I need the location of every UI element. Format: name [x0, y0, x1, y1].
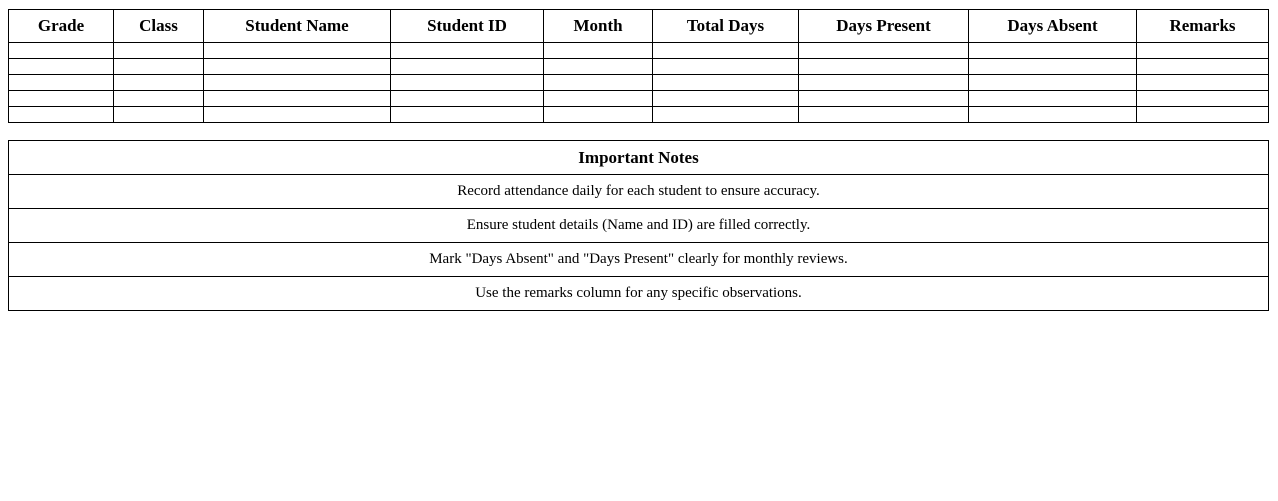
- attendance-table: [8, 9, 1269, 123]
- attendance-empty-cell: [1137, 43, 1269, 59]
- attendance-empty-cell: [969, 91, 1137, 107]
- attendance-empty-cell: [799, 91, 969, 107]
- attendance-empty-cell: [1137, 91, 1269, 107]
- attendance-empty-cell: [9, 75, 114, 91]
- attendance-empty-cell: [653, 75, 799, 91]
- attendance-empty-cell: [799, 75, 969, 91]
- attendance-empty-cell: [969, 75, 1137, 91]
- attendance-empty-cell: [544, 107, 653, 123]
- attendance-empty-cell: [653, 107, 799, 123]
- attendance-empty-cell: [9, 43, 114, 59]
- note-row: [9, 277, 1269, 311]
- attendance-empty-cell: [969, 43, 1137, 59]
- note-text: Record attendance daily for each student to ensure accuracy.: [9, 175, 1269, 209]
- notes-title-row: [9, 141, 1269, 175]
- attendance-empty-cell: [114, 59, 204, 75]
- notes-title: Important Notes: [9, 141, 1269, 175]
- column-header-student-id: Student ID: [391, 10, 544, 43]
- note-text: Mark "Days Absent" and "Days Present" clearly for monthly reviews.: [9, 243, 1269, 277]
- column-header-days-present: Days Present: [799, 10, 969, 43]
- attendance-empty-cell: [544, 91, 653, 107]
- attendance-empty-cell: [653, 43, 799, 59]
- attendance-empty-cell: [9, 59, 114, 75]
- attendance-empty-cell: [391, 107, 544, 123]
- attendance-empty-cell: [544, 75, 653, 91]
- attendance-empty-cell: [9, 107, 114, 123]
- attendance-empty-row: [9, 107, 1269, 123]
- note-row: [9, 209, 1269, 243]
- attendance-empty-cell: [544, 43, 653, 59]
- column-header-student-name: Student Name: [204, 10, 391, 43]
- attendance-empty-cell: [391, 91, 544, 107]
- attendance-empty-row: [9, 75, 1269, 91]
- attendance-empty-cell: [204, 107, 391, 123]
- attendance-empty-cell: [544, 59, 653, 75]
- attendance-empty-cell: [204, 75, 391, 91]
- column-header-class: Class: [114, 10, 204, 43]
- attendance-empty-cell: [114, 43, 204, 59]
- attendance-empty-cell: [114, 107, 204, 123]
- attendance-empty-cell: [9, 91, 114, 107]
- column-header-total-days: Total Days: [653, 10, 799, 43]
- note-row: [9, 243, 1269, 277]
- attendance-empty-cell: [114, 91, 204, 107]
- column-header-remarks: Remarks: [1137, 10, 1269, 43]
- attendance-empty-cell: [391, 75, 544, 91]
- note-row: [9, 175, 1269, 209]
- attendance-empty-cell: [1137, 75, 1269, 91]
- important-notes-table: [8, 140, 1269, 311]
- attendance-empty-cell: [204, 59, 391, 75]
- attendance-empty-cell: [653, 59, 799, 75]
- column-header-grade: Grade: [9, 10, 114, 43]
- attendance-empty-row: [9, 43, 1269, 59]
- attendance-empty-cell: [653, 91, 799, 107]
- attendance-empty-cell: [799, 43, 969, 59]
- note-text: Ensure student details (Name and ID) are filled correctly.: [9, 209, 1269, 243]
- attendance-empty-cell: [799, 107, 969, 123]
- column-header-month: Month: [544, 10, 653, 43]
- note-text: Use the remarks column for any specific observations.: [9, 277, 1269, 311]
- attendance-empty-cell: [1137, 59, 1269, 75]
- attendance-empty-cell: [799, 59, 969, 75]
- attendance-empty-cell: [114, 75, 204, 91]
- attendance-empty-row: [9, 59, 1269, 75]
- attendance-empty-cell: [391, 43, 544, 59]
- attendance-header-row: [9, 10, 1269, 43]
- attendance-empty-cell: [391, 59, 544, 75]
- column-header-days-absent: Days Absent: [969, 10, 1137, 43]
- attendance-empty-cell: [1137, 107, 1269, 123]
- attendance-empty-cell: [969, 59, 1137, 75]
- attendance-empty-cell: [204, 43, 391, 59]
- attendance-empty-cell: [204, 91, 391, 107]
- attendance-empty-cell: [969, 107, 1137, 123]
- attendance-empty-row: [9, 91, 1269, 107]
